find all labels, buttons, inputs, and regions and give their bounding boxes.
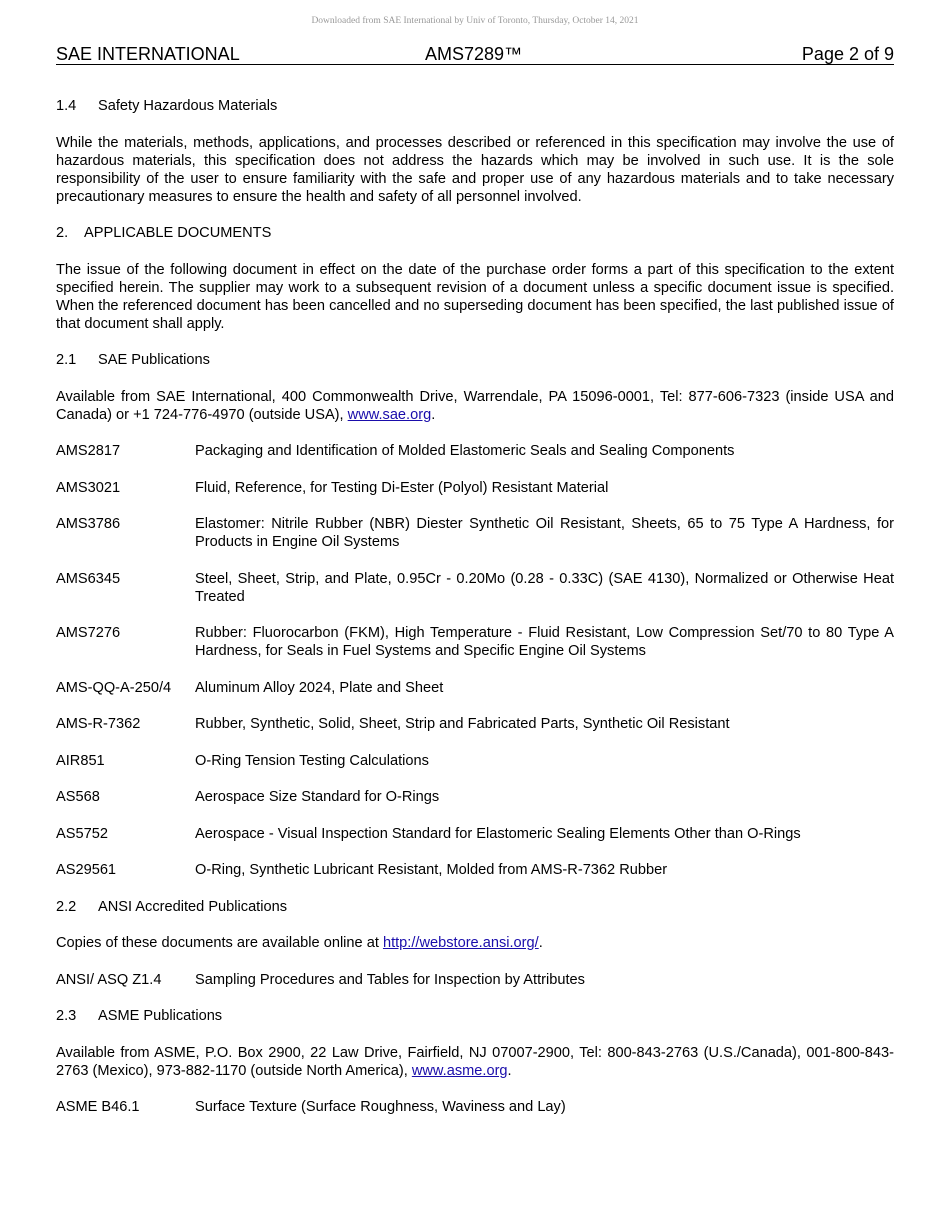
reference-title: Packaging and Identification of Molded Elastomeric Seals and Sealing Components bbox=[195, 443, 735, 459]
sae-reference-list bbox=[56, 442, 894, 879]
reference-title: O-Ring Tension Testing Calculations bbox=[195, 752, 429, 769]
reference-title: Fluid, Reference, for Testing Di-Ester (Polyol) Resistant Material bbox=[195, 479, 609, 496]
asme-availability-paragraph bbox=[56, 1044, 894, 1080]
reference-code: AMS-R-7362 bbox=[56, 716, 141, 732]
section-title: Safety Hazardous Materials bbox=[98, 98, 278, 114]
reference-title: Surface Texture (Surface Roughness, Waviness and Lay) bbox=[195, 1099, 566, 1115]
reference-row bbox=[56, 679, 894, 697]
section-heading-1-4 bbox=[56, 97, 894, 115]
reference-code: AMS7276 bbox=[56, 625, 121, 641]
section-heading-2 bbox=[56, 224, 894, 242]
ansi-webstore-link[interactable]: http://webstore.ansi.org/ bbox=[382, 935, 539, 951]
reference-title: Rubber, Synthetic, Solid, Sheet, Strip and Fabricated Parts, Synthetic Oil Resistant bbox=[195, 716, 730, 732]
reference-row bbox=[56, 515, 894, 551]
reference-code: AMS3021 bbox=[56, 479, 121, 496]
applicable-documents-paragraph: The issue of the following document in effect on the date of the purchase order forms a part of this specification to the extent specified herein. The supplier may work to a subsequent revision of a document unless a specific document issue is specified. When the referenced document has been cancelled and no superseding document has been specified, the last published issue of that document shall apply. bbox=[56, 261, 894, 332]
sentence-end: . bbox=[538, 935, 543, 951]
section-number: 2.2 bbox=[56, 898, 77, 915]
reference-code: AIR851 bbox=[56, 752, 105, 769]
header-page-number: Page 2 of 9 bbox=[801, 44, 894, 64]
reference-title: Elastomer: Nitrile Rubber (NBR) Diester Synthetic Oil Resistant, Sheets, 65 to 75 Type A Hardness, for Products in Engine Oil Systems bbox=[195, 516, 894, 550]
download-watermark: Downloaded from SAE International by Univ of Toronto, Thursday, October 14, 2021 bbox=[311, 16, 639, 26]
reference-title: Aerospace - Visual Inspection Standard for Elastomeric Sealing Elements Other than O-Rings bbox=[195, 825, 801, 842]
reference-code: AS568 bbox=[56, 789, 100, 805]
page-header bbox=[56, 44, 894, 65]
section-title: ANSI Accredited Publications bbox=[98, 898, 288, 915]
reference-code: ASME B46.1 bbox=[56, 1099, 140, 1115]
availability-text: Available from SAE International, 400 Commonwealth Drive, Warrendale, PA 15096-0001, Tel: 877-606-7323 (inside USA and Canada) or +1 724-776-4970 (outside USA), bbox=[56, 388, 894, 423]
document-body bbox=[56, 97, 894, 1135]
header-org: SAE INTERNATIONAL bbox=[56, 44, 240, 64]
reference-row bbox=[56, 1098, 894, 1116]
reference-row bbox=[56, 442, 894, 460]
section-title: SAE Publications bbox=[98, 352, 210, 368]
section-heading-2-1 bbox=[56, 351, 894, 369]
reference-row bbox=[56, 570, 894, 606]
reference-title: O-Ring, Synthetic Lubricant Resistant, Molded from AMS-R-7362 Rubber bbox=[195, 862, 668, 878]
reference-code: AMS6345 bbox=[56, 570, 121, 587]
reference-code: AMS-QQ-A-250/4 bbox=[56, 679, 172, 696]
safety-paragraph: While the materials, methods, applications, and processes described or referenced in this specification may involve the use of hazardous materials, this specification does not address the hazards which may be involved in such use. It is the sole responsibility of the user to ensure familiarity with the safe and proper use of any hazardous materials and to take necessary precautionary measures to ensure the health and safety of all personnel involved. bbox=[56, 134, 894, 205]
reference-row bbox=[56, 788, 894, 806]
section-number: 2.1 bbox=[56, 352, 77, 368]
section-number: 2. bbox=[56, 225, 69, 241]
reference-code: ANSI/ ASQ Z1.4 bbox=[56, 971, 162, 988]
availability-text: Copies of these documents are available online at bbox=[56, 935, 383, 951]
sae-website-link[interactable]: www.sae.org bbox=[347, 406, 432, 423]
section-number: 1.4 bbox=[56, 98, 77, 114]
sae-availability-paragraph bbox=[56, 388, 894, 424]
section-heading-2-3 bbox=[56, 1007, 894, 1025]
sentence-end: . bbox=[507, 1062, 512, 1079]
header-doc-id: AMS7289™ bbox=[425, 44, 523, 64]
reference-code: AMS3786 bbox=[56, 516, 121, 532]
reference-title: Aluminum Alloy 2024, Plate and Sheet bbox=[195, 679, 444, 696]
reference-code: AMS2817 bbox=[56, 443, 121, 459]
reference-title: Aerospace Size Standard for O-Rings bbox=[195, 789, 440, 805]
section-heading-2-2 bbox=[56, 898, 894, 916]
sentence-end: . bbox=[431, 406, 436, 423]
reference-row bbox=[56, 861, 894, 879]
asme-website-link[interactable]: www.asme.org bbox=[411, 1062, 508, 1079]
section-title: APPLICABLE DOCUMENTS bbox=[84, 225, 272, 241]
section-number: 2.3 bbox=[56, 1008, 77, 1024]
reference-title: Rubber: Fluorocarbon (FKM), High Temperature - Fluid Resistant, Low Compression Set/70 to 80 Type A Hardness, for Seals in Fuel Systems and Specific Engine Oil Systems bbox=[195, 625, 894, 659]
reference-title: Steel, Sheet, Strip, and Plate, 0.95Cr - 0.20Mo (0.28 - 0.33C) (SAE 4130), Normalized or Otherwise Heat Treated bbox=[195, 570, 894, 605]
availability-text: Available from ASME, P.O. Box 2900, 22 Law Drive, Fairfield, NJ 07007-2900, Tel: 800-843-2763 (U.S./Canada), 001-800-843-2763 (Mexico), 973-882-1170 (outside North America), bbox=[56, 1044, 894, 1079]
section-title: ASME Publications bbox=[98, 1008, 223, 1024]
ansi-availability-paragraph bbox=[56, 934, 894, 952]
reference-row bbox=[56, 715, 894, 733]
reference-row bbox=[56, 752, 894, 770]
reference-code: AS5752 bbox=[56, 825, 108, 842]
reference-row bbox=[56, 971, 894, 989]
reference-title: Sampling Procedures and Tables for Inspection by Attributes bbox=[195, 971, 585, 988]
reference-row bbox=[56, 624, 894, 660]
reference-row bbox=[56, 479, 894, 497]
reference-row bbox=[56, 825, 894, 843]
reference-code: AS29561 bbox=[56, 862, 117, 878]
